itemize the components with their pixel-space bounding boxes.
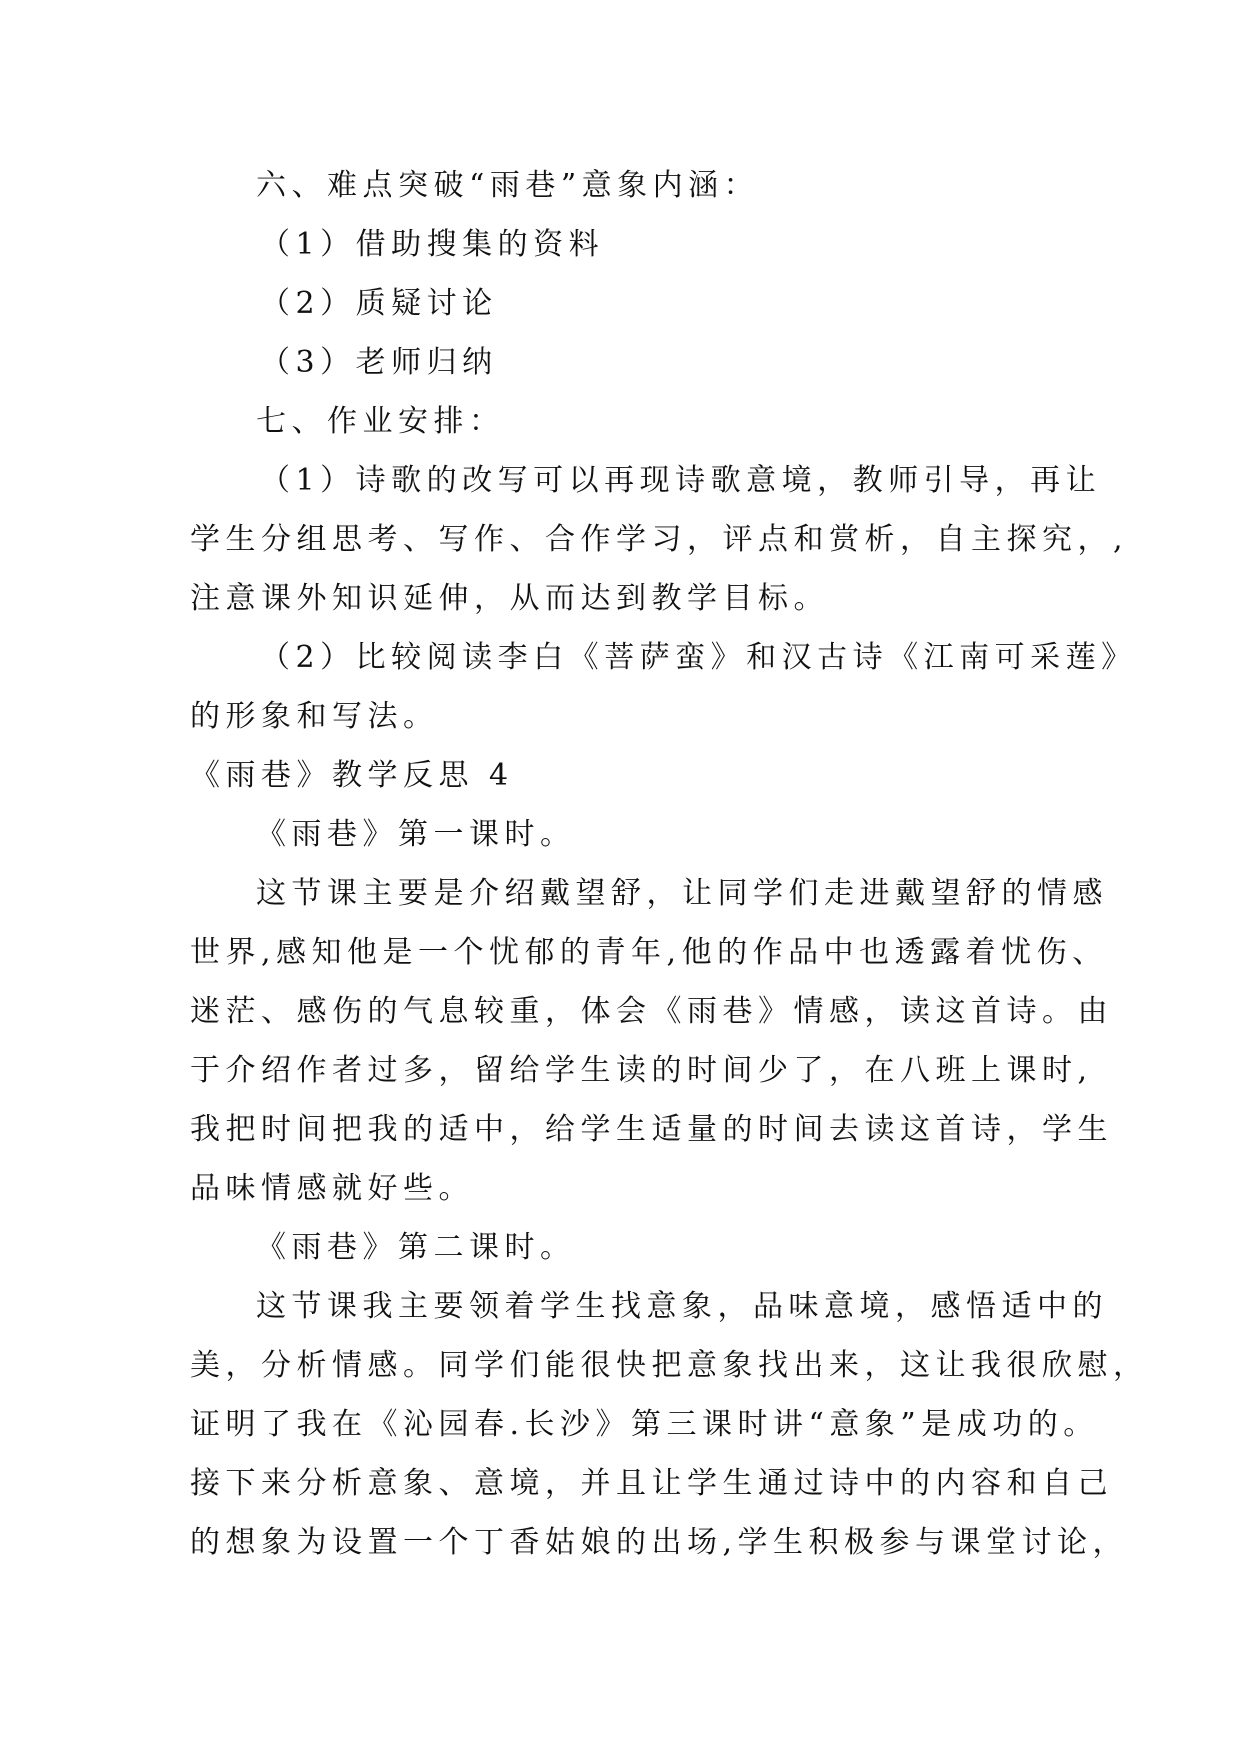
paragraph-line: 我把时间把我的适中，给学生适量的时间去读这首诗，学生 [190, 1112, 1113, 1147]
lesson-heading: 《雨巷》第二课时。 [256, 1230, 576, 1265]
paragraph-line: 世界,感知他是一个忧郁的青年,他的作品中也透露着忧伤、 [190, 935, 1108, 970]
paragraph-line: （2）比较阅读李白《菩萨蛮》和汉古诗《江南可采莲》 [260, 640, 1137, 675]
paragraph-line: 接下来分析意象、意境，并且让学生通过诗中的内容和自己 [190, 1466, 1113, 1501]
paragraph-line: 证明了我在《沁园春.长沙》第三课时讲“意象”是成功的。 [190, 1407, 1099, 1442]
section-heading-seven: 七、作业安排： [256, 404, 505, 439]
paragraph-line: 的形象和写法。 [190, 699, 439, 734]
paragraph-line: 迷茫、感伤的气息较重，体会《雨巷》情感，读这首诗。由 [190, 994, 1113, 1029]
paragraph-line: 这节课主要是介绍戴望舒，让同学们走进戴望舒的情感 [256, 876, 1108, 911]
paragraph-line: （1）诗歌的改写可以再现诗歌意境，教师引导，再让 [260, 463, 1102, 498]
paragraph-line: 这节课我主要领着学生找意象，品味意境，感悟适中的 [256, 1289, 1108, 1324]
list-item: （2）质疑讨论 [260, 286, 498, 321]
paragraph-line: 注意课外知识延伸，从而达到教学目标。 [190, 581, 829, 616]
paragraph-line: 学生分组思考、写作、合作学习，评点和赏析，自主探究，, [190, 522, 1129, 557]
lesson-heading: 《雨巷》第一课时。 [256, 817, 576, 852]
section-heading-six: 六、难点突破“雨巷”意象内涵： [256, 168, 760, 203]
article-title: 《雨巷》教学反思 4 [190, 758, 514, 793]
document-body [190, 156, 1149, 1572]
paragraph-line: 美，分析情感。同学们能很快把意象找出来，这让我很欣慰， [190, 1348, 1149, 1383]
list-item: （1）借助搜集的资料 [260, 227, 605, 262]
paragraph-line: 于介绍作者过多，留给学生读的时间少了，在八班上课时, [190, 1053, 1093, 1088]
paragraph-line: 品味情感就好些。 [190, 1171, 474, 1206]
paragraph-line: 的想象为设置一个丁香姑娘的出场,学生积极参与课堂讨论， [190, 1525, 1129, 1560]
list-item: （3）老师归纳 [260, 345, 498, 380]
